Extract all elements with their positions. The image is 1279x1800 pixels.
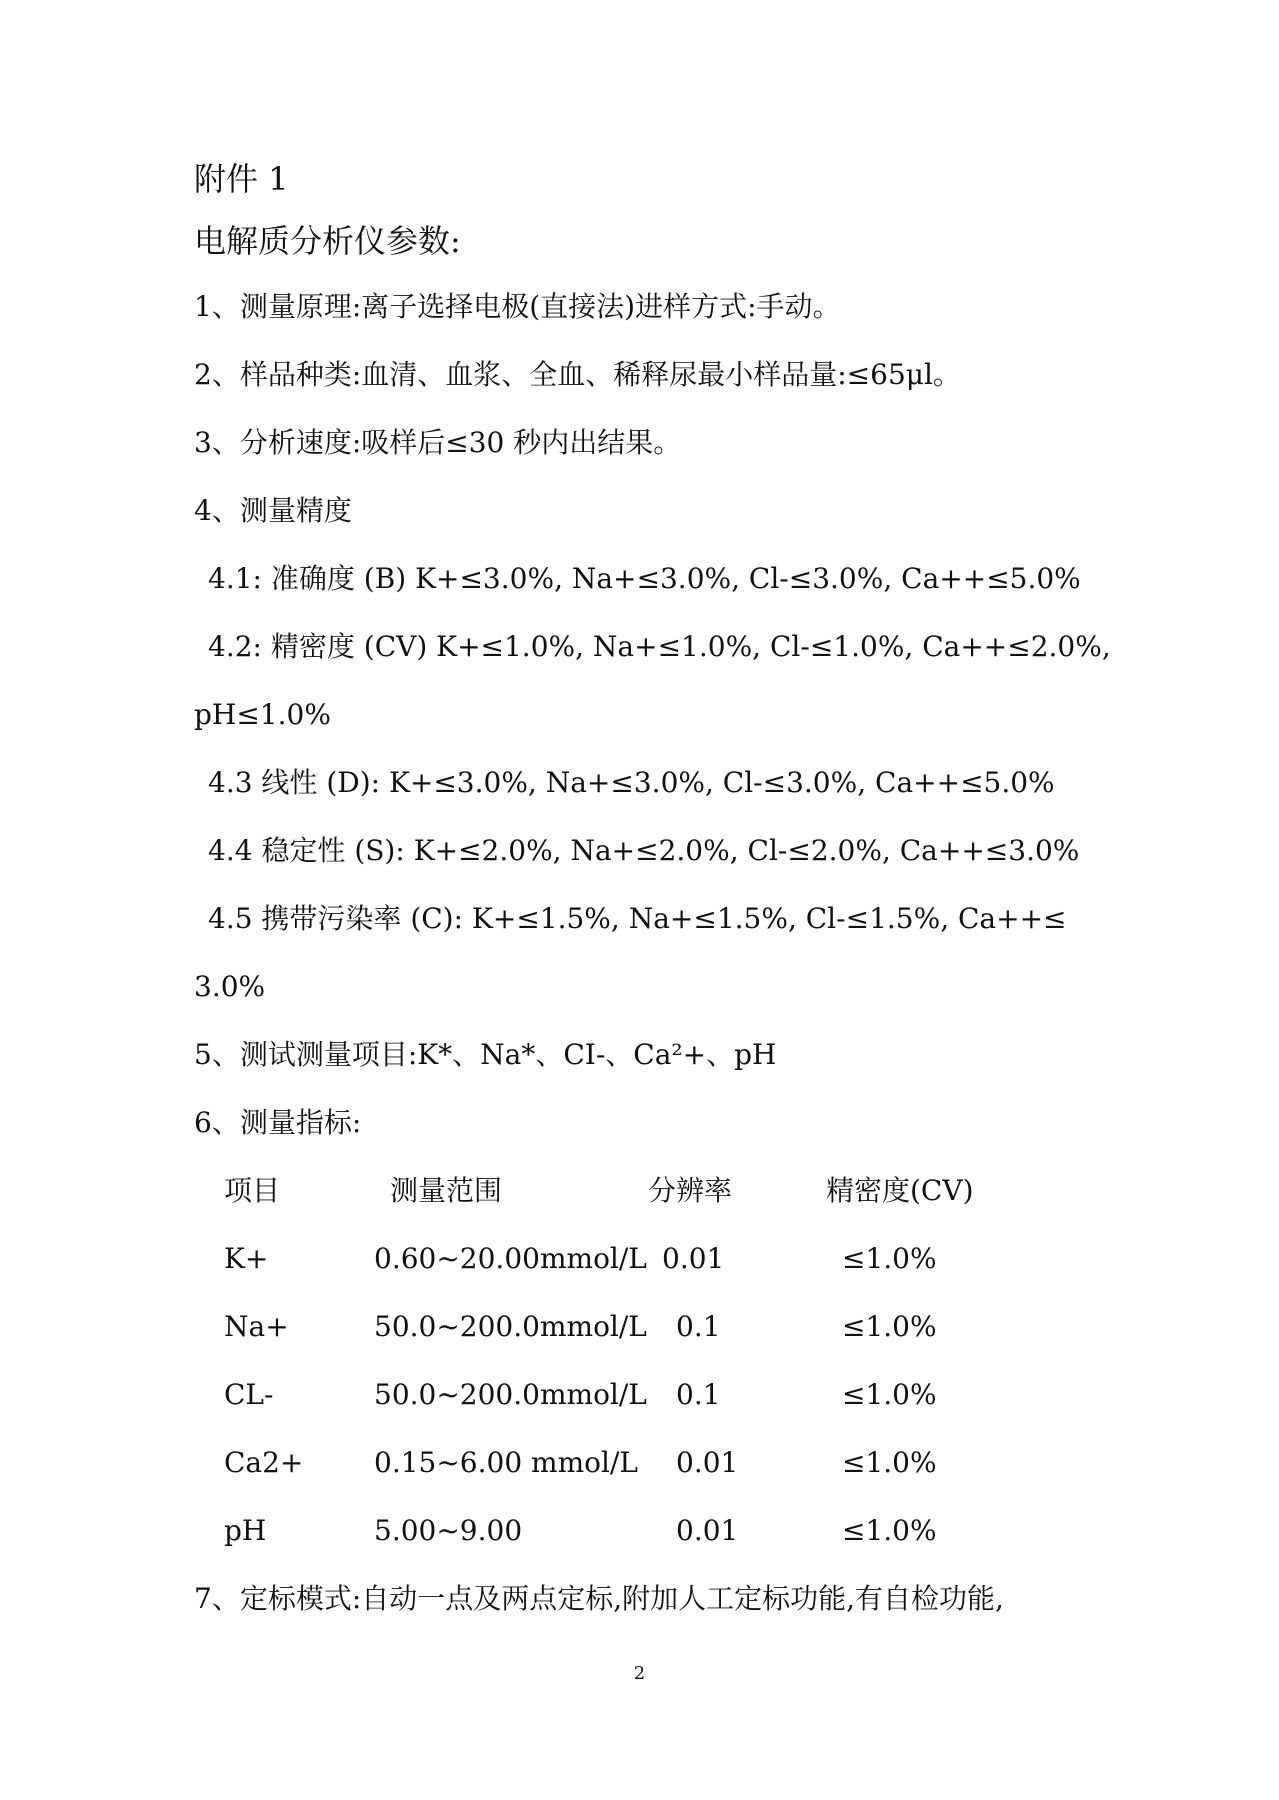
item-4-1: 4.1: 准确度 (B) K+≤3.0%, Na+≤3.0%, Cl-≤3.0%, Ca++≤5.0%	[208, 562, 1081, 595]
attachment-label: 附件 1	[194, 160, 289, 198]
item-4-5-cont: 3.0%	[194, 970, 266, 1003]
table-header-item: 项目	[224, 1174, 281, 1207]
item-4-2: 4.2: 精密度 (CV) K+≤1.0%, Na+≤1.0%, Cl-≤1.0%, Ca++≤2.0%,	[208, 630, 1111, 663]
table-header-resolution: 分辨率	[648, 1174, 733, 1207]
table-cell: 0.01	[676, 1446, 739, 1479]
table-header-precision: 精密度(CV)	[826, 1174, 974, 1207]
item-5: 5、测试测量项目:K*、Na*、CI-、Ca²+、pH	[194, 1038, 777, 1071]
table-cell: 0.1	[676, 1310, 721, 1343]
table-cell: ≤1.0%	[842, 1446, 937, 1479]
document-title: 电解质分析仪参数:	[194, 222, 461, 260]
table-cell: 0.01	[676, 1514, 739, 1547]
table-cell: Ca2+	[224, 1446, 304, 1479]
item-7: 7、定标模式:自动一点及两点定标,附加人工定标功能,有自检功能,	[194, 1582, 1004, 1615]
table-header-range: 测量范围	[390, 1174, 503, 1207]
table-cell: 50.0~200.0mmol/L	[374, 1378, 647, 1411]
item-6: 6、测量指标:	[194, 1106, 362, 1139]
table-cell: ≤1.0%	[842, 1242, 937, 1275]
table-cell: pH	[224, 1514, 267, 1547]
table-cell: 0.60~20.00mmol/L	[374, 1242, 647, 1275]
table-cell: 50.0~200.0mmol/L	[374, 1310, 647, 1343]
item-4-4: 4.4 稳定性 (S): K+≤2.0%, Na+≤2.0%, Cl-≤2.0%, Ca++≤3.0%	[208, 834, 1080, 867]
item-4-5: 4.5 携带污染率 (C): K+≤1.5%, Na+≤1.5%, Cl-≤1.5%, Ca++≤	[208, 902, 1067, 935]
table-cell: 0.1	[676, 1378, 721, 1411]
item-4-2-cont: pH≤1.0%	[194, 698, 331, 731]
item-4-3: 4.3 线性 (D): K+≤3.0%, Na+≤3.0%, Cl-≤3.0%, Ca++≤5.0%	[208, 766, 1055, 799]
item-4: 4、测量精度	[194, 494, 352, 527]
table-cell: K+	[224, 1242, 269, 1275]
item-1: 1、测量原理:离子选择电极(直接法)进样方式:手动。	[194, 290, 841, 323]
table-cell: 5.00~9.00	[374, 1514, 523, 1547]
table-cell: ≤1.0%	[842, 1310, 937, 1343]
table-cell: ≤1.0%	[842, 1378, 937, 1411]
table-cell: Na+	[224, 1310, 289, 1343]
table-cell: CL-	[224, 1378, 274, 1411]
item-2: 2、样品种类:血清、血浆、全血、稀释尿最小样品量:≤65μl。	[194, 358, 961, 391]
table-cell: 0.01	[662, 1242, 725, 1275]
item-3: 3、分析速度:吸样后≤30 秒内出结果。	[194, 426, 682, 459]
table-cell: ≤1.0%	[842, 1514, 937, 1547]
page-number: 2	[633, 1663, 646, 1684]
table-cell: 0.15~6.00 mmol/L	[374, 1446, 638, 1479]
